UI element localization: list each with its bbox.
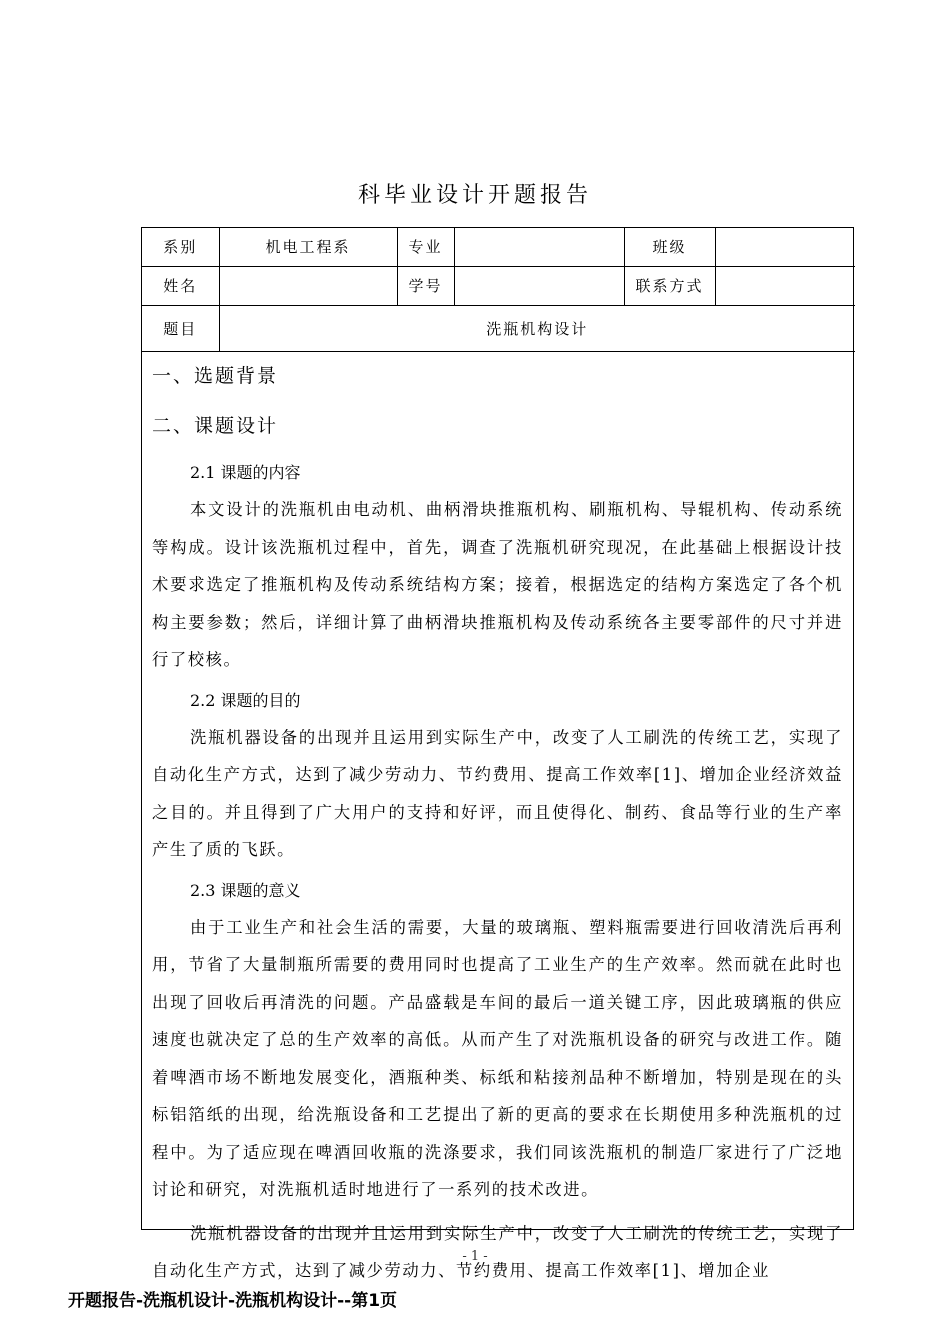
dept-label: 系别 [142,228,219,266]
topic-value: 洗瓶机构设计 [219,305,855,351]
info-row-2 [142,266,855,305]
subsection-content-heading: 2.1 课题的内容 [190,463,301,482]
section-design-heading: 二、课题设计 [152,415,279,437]
footer-caption: 开题报告-洗瓶机设计-洗瓶机构设计--第1页 [68,1291,398,1311]
paragraph-continued: 洗瓶机器设备的出现并且运用到实际生产中，改变了人工刷洗的传统工艺，实现了自动化生产方式，达到了减少劳动力、节约费用、提高工作效率[1]、增加企业 [152,1223,843,1280]
class-label: 班级 [624,228,715,266]
report-content [152,351,843,1290]
subsection-purpose-heading: 2.2 课题的目的 [190,690,301,710]
id-label: 学号 [397,266,454,305]
section-background-heading: 一、选题背景 [152,365,279,387]
report-frame [141,227,854,1280]
report-title: 科毕业设计开题报告 [357,183,592,208]
info-row-1 [142,228,855,266]
name-label: 姓名 [142,266,219,305]
contact-label: 联系方式 [624,266,715,305]
info-row-3 [142,305,855,351]
contact-value [715,266,855,305]
name-value [219,266,397,305]
page-number: - 1 - [462,1249,488,1264]
id-value [454,266,624,305]
major-value [454,228,624,266]
info-table [142,228,855,352]
major-label: 专业 [397,228,454,266]
subsection-significance-heading: 2.3 课题的意义 [190,880,301,900]
topic-label: 题目 [142,305,219,351]
paragraph-significance: 由于工业生产和社会生活的需要，大量的玻璃瓶、塑料瓶需要进行回收清洗后再利用，节省了大量制瓶所需要的费用同时也提高了工业生产的生产效率。然而就在此时也出现了回收后再清洗的问题。产品盛载是车间的最后一道关键工序，因此玻璃瓶的供应速度也就决定了总的生产效率的高低。从而产生了对洗瓶机设备的研究与改进工作。随着啤酒市场不断地发展变化，酒瓶种类、标纸和粘接剂品种不断增加，特别是现在的头标铝箔纸的出现，给洗瓶设备和工艺提出了新的更高的要求在长期使用多种洗瓶机的过程中。为了适应现在啤酒回收瓶的洗涤要求，我们同该洗瓶机的制造厂家进行了广泛地讨论和研究，对洗瓶机适时地进行了一系列的技术改进。 [152,917,843,1199]
dept-value: 机电工程系 [219,228,397,266]
class-value [715,228,855,266]
paragraph-purpose: 洗瓶机器设备的出现并且运用到实际生产中，改变了人工刷洗的传统工艺，实现了自动化生产方式，达到了减少劳动力、节约费用、提高工作效率[1]、增加企业经济效益之目的。并且得到了广大用户的支持和好评，而且使得化、制药、食品等行业的生产率产生了质的飞跃。 [152,727,843,859]
paragraph-content: 本文设计的洗瓶机由电动机、曲柄滑块推瓶机构、刷瓶机构、导辊机构、传动系统等构成。设计该洗瓶机过程中，首先，调查了洗瓶机研究现况，在此基础上根据设计技术要求选定了推瓶机构及传动系统结构方案；接着，根据选定的结构方案选定了各个机构主要参数；然后，详细计算了曲柄滑块推瓶机构及传动系统各主要零部件的尺寸并进行了校核。 [152,500,843,669]
